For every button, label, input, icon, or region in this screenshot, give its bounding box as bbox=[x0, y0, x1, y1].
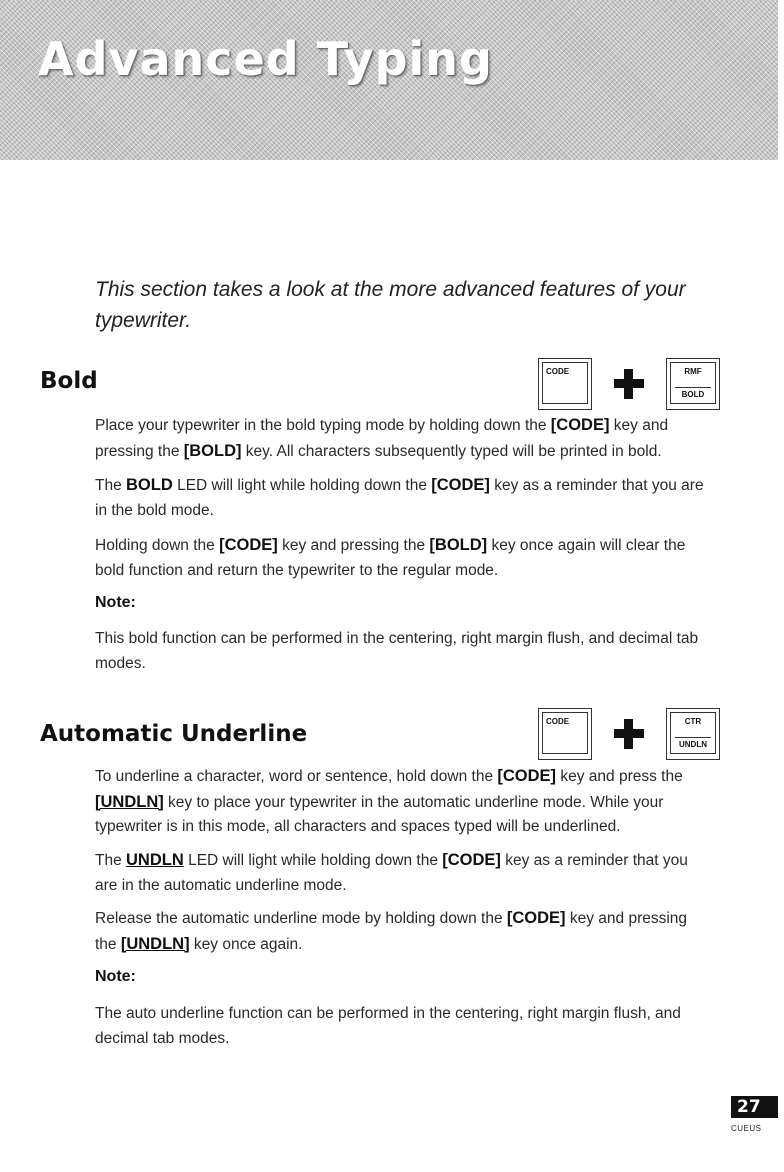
underline-paragraph-2 bbox=[95, 848, 707, 898]
text: The bbox=[95, 477, 127, 494]
key-ref: [BOLD] bbox=[183, 441, 242, 460]
text: key and pressing the bbox=[277, 537, 430, 554]
text: key and pressing the bbox=[95, 417, 669, 460]
title-banner bbox=[0, 0, 778, 160]
text: key and press the bbox=[556, 768, 683, 785]
code-key-icon bbox=[538, 708, 592, 760]
text: key as a reminder that you are in the bold mode. bbox=[95, 477, 704, 519]
key-ref: [UNDLN] bbox=[120, 934, 190, 953]
code-key-label: CODE bbox=[546, 717, 570, 726]
bold-paragraph-2 bbox=[95, 473, 707, 523]
underline-key-combo bbox=[538, 708, 720, 760]
bold-note-label: Note: bbox=[95, 594, 136, 611]
bold-note-text: This bold function can be performed in the centering, right margin flush, and decimal tab modes. bbox=[95, 630, 699, 672]
underline-note-text: The auto underline function can be performed in the centering, right margin flush, and decimal tab modes. bbox=[95, 1005, 681, 1047]
bold-heading: Bold bbox=[40, 368, 98, 394]
intro-text: This section takes a look at the more advanced features of your typewriter. bbox=[95, 278, 686, 332]
key-ref: [CODE] bbox=[442, 851, 501, 869]
key-ref: [UNDLN] bbox=[95, 792, 164, 811]
text: key once again. bbox=[189, 935, 303, 953]
text: LED will light while holding down the bbox=[183, 852, 443, 869]
text: Place your typewriter in the bold typing mode by holding down the bbox=[95, 417, 551, 434]
text: LED will light while holding down the bbox=[172, 477, 432, 494]
rmf-key-label: RMF bbox=[684, 367, 702, 376]
undln-key-label: UNDLN bbox=[675, 737, 711, 750]
key-ref: UNDLN bbox=[126, 851, 184, 869]
text: key to place your typewriter in the automatic underline mode. While your typewriter is in this mode, all characters and spaces typed will be underlined. bbox=[95, 793, 664, 835]
key-ref: [BOLD] bbox=[429, 536, 488, 554]
bold-key-combo bbox=[538, 358, 720, 410]
plus-icon bbox=[612, 367, 646, 401]
text: Holding down the bbox=[95, 537, 220, 554]
ctr-key-label: CTR bbox=[684, 717, 702, 726]
bold-paragraph-3 bbox=[95, 533, 707, 583]
underline-heading: Automatic Underline bbox=[40, 721, 308, 747]
text: To underline a character, word or sentence, hold down the bbox=[95, 768, 498, 785]
bold-key-label: BOLD bbox=[675, 387, 711, 400]
key-ref: [CODE] bbox=[550, 416, 610, 434]
plus-icon bbox=[612, 717, 646, 751]
text: Release the automatic underline mode by holding down the bbox=[95, 910, 507, 927]
footer-label: CUEUS bbox=[731, 1124, 762, 1133]
key-ref: [CODE] bbox=[431, 476, 490, 494]
text: key once again will clear the bold function and return the typewriter to the regular mode. bbox=[95, 537, 686, 579]
bold-key-icon bbox=[666, 358, 720, 410]
key-ref: [CODE] bbox=[219, 536, 278, 554]
underline-paragraph-3 bbox=[95, 906, 707, 957]
underline-note-label: Note: bbox=[95, 968, 136, 985]
page-title: Advanced Typing bbox=[38, 32, 493, 86]
underline-paragraph-1 bbox=[95, 764, 707, 840]
bold-paragraph-1 bbox=[95, 413, 707, 464]
code-key-label: CODE bbox=[546, 367, 570, 376]
undln-key-icon bbox=[666, 708, 720, 760]
text: The bbox=[95, 852, 127, 869]
page-number: 27 bbox=[731, 1096, 778, 1118]
key-ref: BOLD bbox=[126, 476, 173, 494]
text: key and pressing the bbox=[95, 910, 688, 953]
text: key. All characters subsequently typed will be printed in bold. bbox=[241, 442, 662, 460]
code-key-icon bbox=[538, 358, 592, 410]
key-ref: [CODE] bbox=[506, 909, 566, 927]
text: key as a reminder that you are in the automatic underline mode. bbox=[95, 852, 688, 894]
key-ref: [CODE] bbox=[497, 767, 557, 785]
